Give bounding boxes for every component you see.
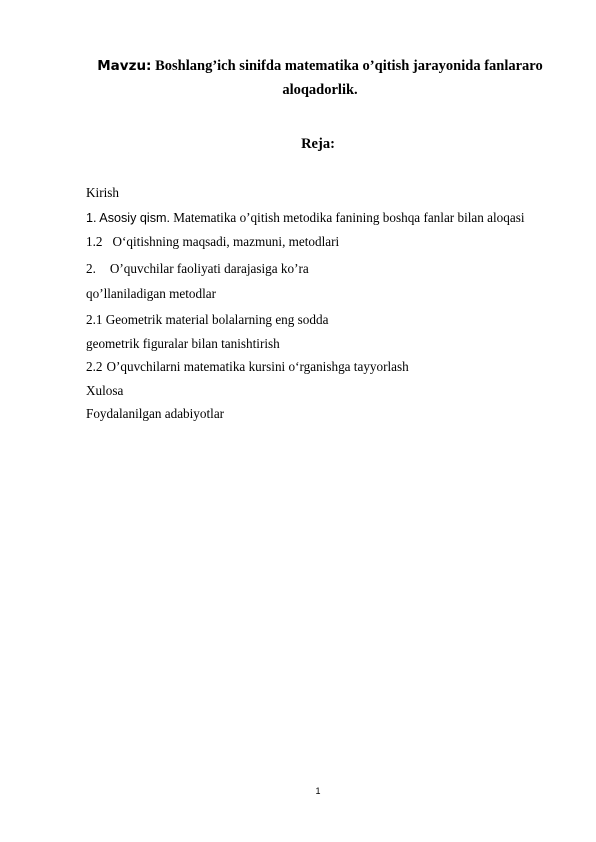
document-title-line-1 [60, 54, 580, 78]
toc-item-1-2-number: 1.2 [86, 234, 103, 249]
toc-item-2-continued: qo’llaniladigan metodlar [86, 286, 217, 301]
toc-item-2-text: O’quvchilar faoliyati darajasiga ko’ra [109, 261, 309, 276]
plan-heading: Reja: [301, 136, 335, 152]
toc-item-1-prefix: 1. Asosiy qism. [86, 211, 170, 225]
toc-references: Foydalanilgan adabiyotlar [86, 406, 225, 421]
toc-conclusion: Xulosa [86, 383, 124, 398]
document-title-line-2: aloqadorlik. [282, 82, 358, 98]
toc-item-2-1-continued: geometrik figuralar bilan tanishtirish [86, 336, 280, 351]
topic-label: Mavzu: [97, 58, 152, 74]
toc-intro: Kirish [86, 185, 119, 200]
toc-item-2-number: 2. [86, 261, 96, 276]
toc-item-1-2 [86, 233, 339, 251]
toc-item-1-2-text: O‘qitishning maqsadi, mazmuni, metodlari [112, 234, 340, 249]
toc-item-2-2 [86, 358, 409, 376]
toc-item-1 [86, 209, 525, 227]
toc-item-2-2-text: O’quvchilarni matematika kursini o‘rganishga tayyorlash [106, 359, 409, 374]
page-number: 1 [315, 786, 321, 796]
toc-item-2-2-number: 2.2 [86, 359, 103, 374]
toc-item-2 [86, 260, 309, 278]
toc-item-1-text: Matematika o’qitish metodika fanining boshqa fanlar bilan aloqasi [173, 210, 525, 225]
topic-text: Boshlang’ich sinifda matematika o’qitish jarayonida fanlararo [155, 58, 543, 74]
toc-item-2-1: 2.1 Geometrik material bolalarning eng sodda [86, 312, 329, 327]
